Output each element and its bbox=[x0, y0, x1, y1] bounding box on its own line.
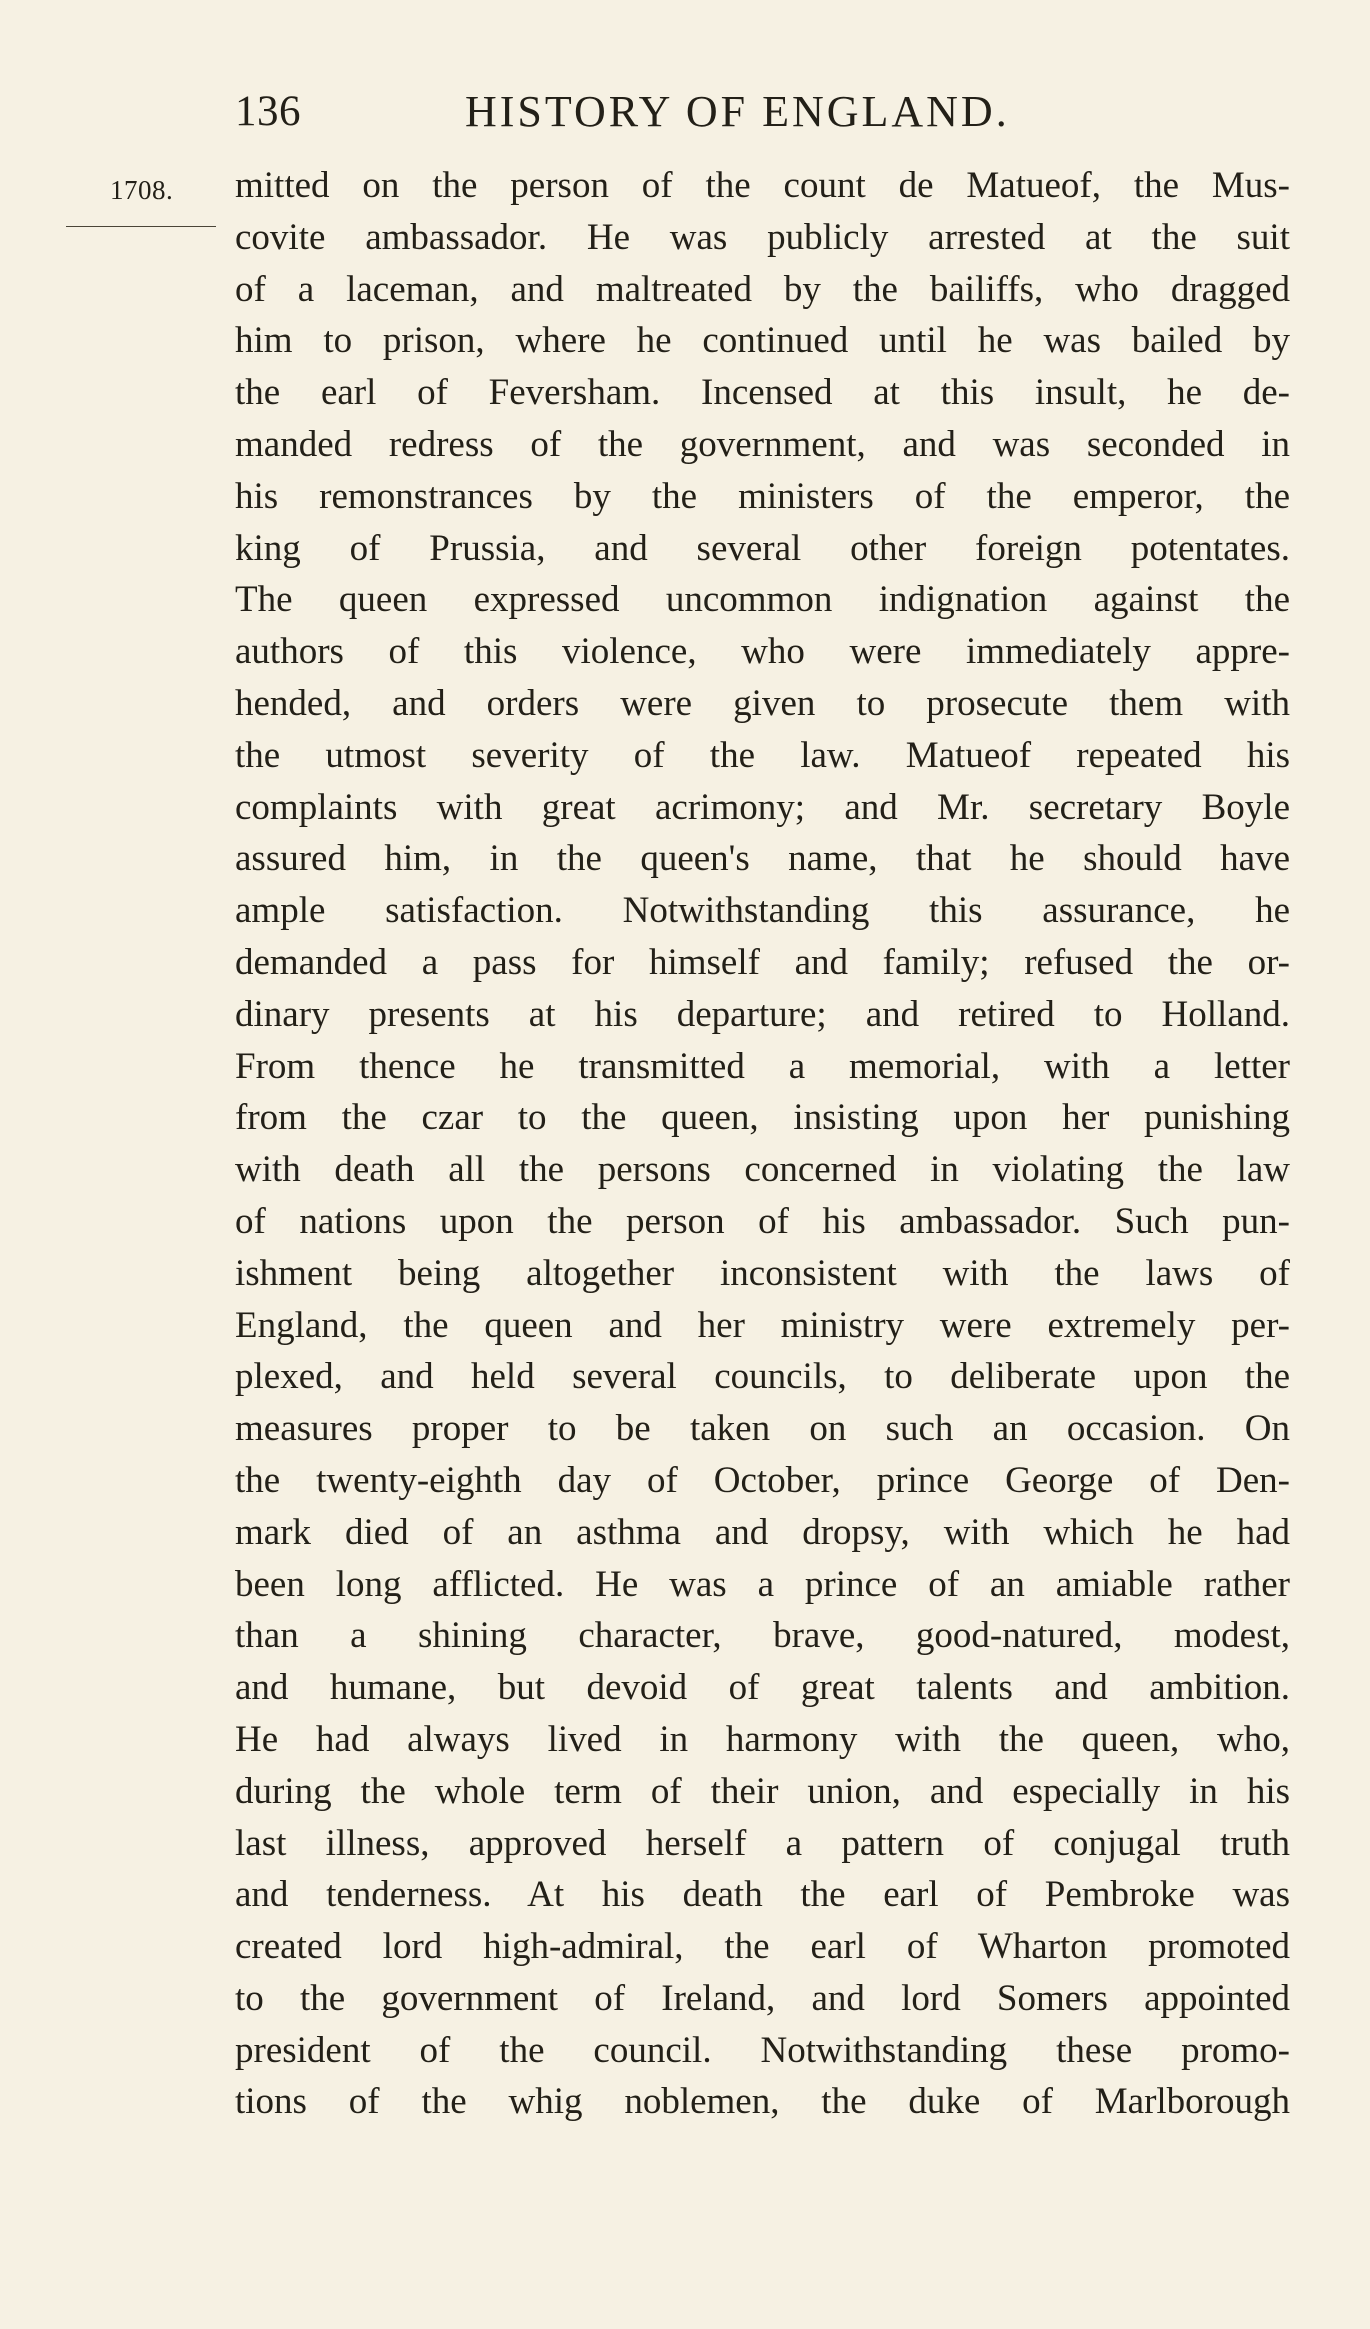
text-line: hended, and orders were given to prosecute them with bbox=[235, 682, 1290, 724]
text-line: demanded a pass for himself and family; refused the or- bbox=[235, 941, 1290, 983]
text-line: of nations upon the person of his ambassador. Such pun- bbox=[235, 1200, 1290, 1242]
text-line: mitted on the person of the count de Matueof, the Mus- bbox=[235, 165, 1290, 206]
text-line: mark died of an asthma and dropsy, with which he had bbox=[235, 1511, 1290, 1553]
text-line: with death all the persons concerned in violating the law bbox=[235, 1149, 1290, 1191]
margin-rule bbox=[66, 226, 216, 227]
text-line: the twenty-eighth day of October, prince George of Den- bbox=[235, 1459, 1290, 1501]
body-text bbox=[235, 160, 1290, 2128]
text-line: plexed, and held several councils, to deliberate upon the bbox=[235, 1356, 1290, 1398]
text-line: during the whole term of their union, and especially in his bbox=[235, 1770, 1290, 1812]
text-line: of a laceman, and maltreated by the bailiffs, who dragged bbox=[235, 268, 1290, 310]
text-line: president of the council. Notwithstanding these promo- bbox=[235, 2029, 1290, 2071]
text-line: tions of the whig noblemen, the duke of Marlborough bbox=[235, 2081, 1290, 2123]
text-line: created lord high-admiral, the earl of Wharton promoted bbox=[235, 1926, 1290, 1968]
text-line: manded redress of the government, and was seconded in bbox=[235, 423, 1290, 465]
text-line: from the czar to the queen, insisting upon her punishing bbox=[235, 1097, 1290, 1139]
text-line: been long afflicted. He was a prince of an amiable rather bbox=[235, 1563, 1290, 1605]
text-line: assured him, in the queen's name, that he should have bbox=[235, 838, 1290, 880]
text-line: and tenderness. At his death the earl of Pembroke was bbox=[235, 1874, 1290, 1916]
text-line: than a shining character, brave, good-natured, modest, bbox=[235, 1615, 1290, 1657]
margin-year-note: 1708. bbox=[110, 175, 174, 205]
page-number: 136 bbox=[235, 88, 301, 135]
text-line: authors of this violence, who were immediately appre- bbox=[235, 631, 1290, 673]
text-line: complaints with great acrimony; and Mr. secretary Boyle bbox=[235, 786, 1290, 828]
text-line: the utmost severity of the law. Matueof repeated his bbox=[235, 734, 1290, 776]
text-line: measures proper to be taken on such an occasion. On bbox=[235, 1408, 1290, 1450]
text-line: king of Prussia, and several other foreign potentates. bbox=[235, 527, 1290, 569]
text-line: the earl of Feversham. Incensed at this insult, he de- bbox=[235, 372, 1290, 414]
text-line: and humane, but devoid of great talents and ambition. bbox=[235, 1667, 1290, 1709]
text-line: ishment being altogether inconsistent with the laws of bbox=[235, 1252, 1290, 1294]
running-title: HISTORY OF ENGLAND. bbox=[465, 87, 1010, 136]
text-line: The queen expressed uncommon indignation against the bbox=[235, 579, 1290, 621]
text-line: From thence he transmitted a memorial, with a letter bbox=[235, 1045, 1290, 1087]
text-line: him to prison, where he continued until he was bailed by bbox=[235, 320, 1290, 362]
text-line: last illness, approved herself a pattern of conjugal truth bbox=[235, 1822, 1290, 1864]
text-line: covite ambassador. He was publicly arrested at the suit bbox=[235, 216, 1290, 258]
text-line: He had always lived in harmony with the queen, who, bbox=[235, 1718, 1290, 1760]
running-header bbox=[235, 82, 1075, 142]
text-line: England, the queen and her ministry were extremely per- bbox=[235, 1304, 1290, 1346]
text-line: ample satisfaction. Notwithstanding this assurance, he bbox=[235, 890, 1290, 932]
text-line: to the government of Ireland, and lord Somers appointed bbox=[235, 1977, 1290, 2019]
text-line: his remonstrances by the ministers of the emperor, the bbox=[235, 475, 1290, 517]
text-line: dinary presents at his departure; and retired to Holland. bbox=[235, 993, 1290, 1035]
